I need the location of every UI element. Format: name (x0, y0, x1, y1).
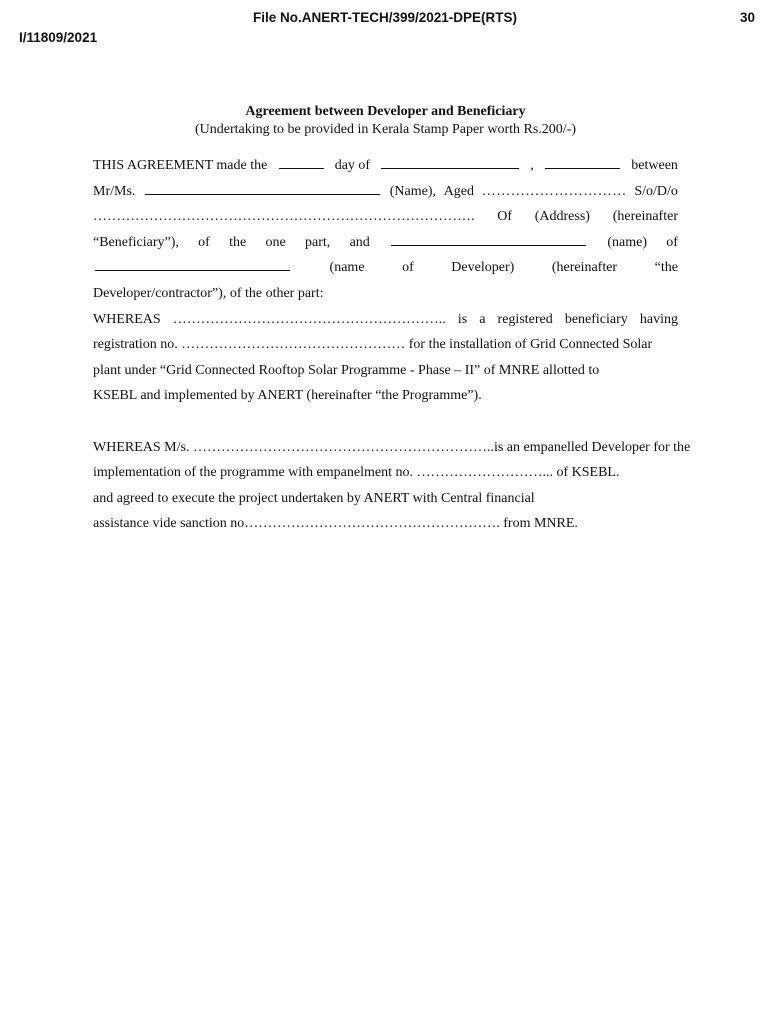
age-dots: ………………………… (481, 183, 627, 199)
developer-name-blank (391, 244, 586, 246)
parent-dots: ………………………………………………………………………. (93, 209, 475, 225)
agreement-subtitle: (Undertaking to be provided in Kerala Stamp Paper worth Rs.200/-) (194, 122, 577, 137)
empanelment-line: implementation of the programme with empanelment no. ………………………... of KSEBL. (93, 465, 620, 481)
text-of: Of (497, 209, 513, 225)
text-day-of: day of (334, 158, 371, 173)
text-this-agreement: THIS AGREEMENT made the (93, 158, 268, 173)
text-beneficiary: beneficiary (564, 311, 628, 327)
text-registered: registered (497, 311, 553, 327)
para1-line6 (93, 281, 678, 307)
text-of: of (198, 234, 210, 250)
text-hereinafter: (hereinafter (551, 260, 618, 276)
text-and: and (349, 234, 370, 250)
para3-line3 (93, 486, 678, 512)
text-name: (name (329, 260, 365, 276)
document-id: I/11809/2021 (19, 30, 98, 45)
file-number-header: File No.ANERT-TECH/399/2021-DPE(RTS) (252, 10, 518, 25)
paragraph-spacer (93, 409, 678, 435)
para1-line2 (93, 179, 678, 205)
text-name: (Name), (389, 183, 437, 199)
text-sodo: S/o/D/o (634, 183, 678, 199)
text-comma: , (530, 158, 534, 173)
para2-line2 (93, 332, 678, 358)
sanction-line: assistance vide sanction no………………………………………………. from MNRE. (93, 516, 578, 532)
developer-blank (95, 269, 290, 271)
beneficiary-name-blank (145, 193, 380, 195)
para1-line4 (93, 230, 678, 256)
day-blank (279, 167, 324, 169)
para2-line4 (93, 383, 678, 409)
para3-line1 (93, 435, 691, 461)
para3-line2 (93, 460, 678, 486)
para1-line3 (93, 204, 678, 230)
text-mr-ms: Mr/Ms. (93, 183, 136, 199)
agreement-title: Agreement between Developer and Beneficiary (245, 104, 526, 119)
text-a: a (479, 311, 486, 327)
programme-line: plant under “Grid Connected Rooftop Solar Programme - Phase – II” of MNRE allotted to (93, 362, 600, 378)
beneficiary-dots: ………………………………………………….. (172, 311, 446, 327)
para2-line1 (93, 307, 678, 333)
month-blank (381, 167, 519, 169)
para1-line1 (93, 153, 678, 179)
text-hereinafter: (hereinafter (612, 209, 678, 225)
text-one: one (265, 234, 286, 250)
para1-line5 (93, 255, 678, 281)
text-developer-contractor: Developer/contractor”), of the other part: (93, 285, 324, 301)
para3-line4 (93, 511, 678, 537)
para2-line3 (93, 358, 678, 384)
text-of: of (402, 260, 414, 276)
text-having: having (639, 311, 678, 327)
text-the: the (229, 234, 247, 250)
text-the: “the (654, 260, 678, 276)
text-developer: Developer) (451, 260, 515, 276)
year-blank (545, 167, 620, 169)
text-beneficiary: “Beneficiary”), (93, 234, 179, 250)
text-between: between (631, 158, 678, 173)
agreement-body (93, 153, 691, 537)
text-aged: Aged (443, 183, 475, 199)
text-name: (name) (607, 234, 647, 250)
text-of: of (666, 234, 678, 250)
text-whereas: WHEREAS (93, 311, 161, 327)
text-is: is (457, 311, 468, 327)
page-number: 30 (739, 10, 755, 25)
registration-line: registration no. ………………………………………… for the installation of Grid Connected Solar (93, 337, 653, 353)
empanelled-developer-line: WHEREAS M/s. ………………………………………………………..is an empanelled Developer for the (93, 439, 691, 455)
text-address: (Address) (534, 209, 590, 225)
text-part: part, (305, 234, 331, 250)
ksebl-line: KSEBL and implemented by ANERT (hereinafter “the Programme”). (93, 388, 482, 404)
execute-project-line: and agreed to execute the project undertaken by ANERT with Central financial (93, 490, 535, 506)
